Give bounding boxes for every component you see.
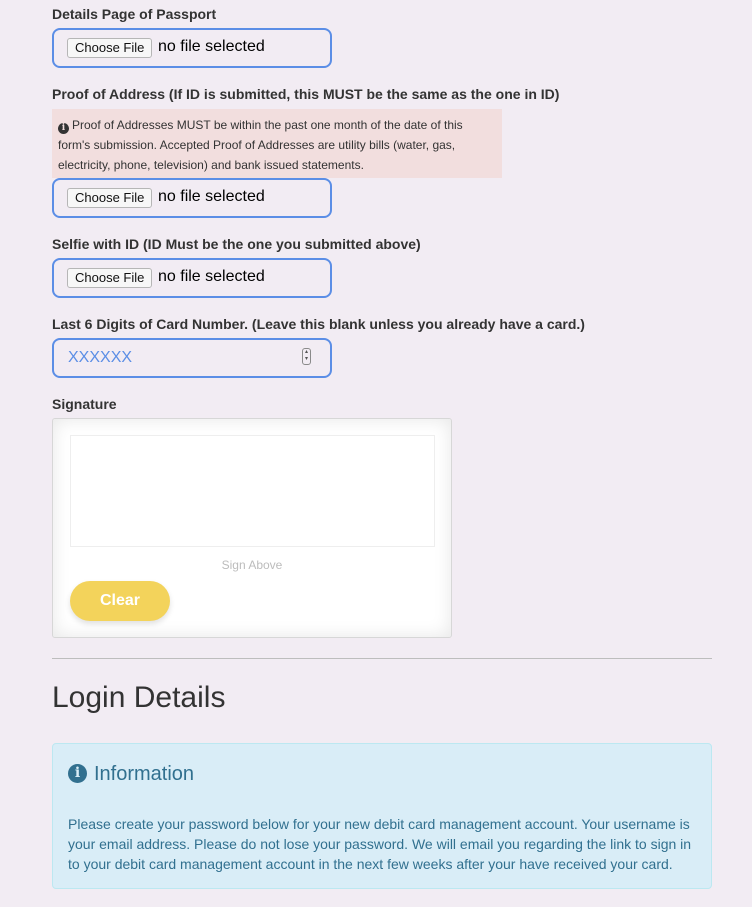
card-digits-label: Last 6 Digits of Card Number. (Leave this blank unless you already have a card.) [52, 316, 585, 332]
proof-of-address-notice [52, 109, 502, 178]
passport-label: Details Page of Passport [52, 6, 217, 22]
proof-of-address-file-input[interactable] [52, 178, 332, 218]
card-digits-input[interactable] [68, 346, 288, 370]
information-title: Information [94, 763, 195, 785]
information-text: Please create your password below for your new debit card management account. Your username is your email address. Please do not lose your password. We will email you regarding the link to sign in to your debit card management account in the next few weeks after your have received your card. [68, 816, 692, 872]
selfie-choose-file-button[interactable]: Choose File [67, 268, 152, 288]
proof-of-address-file-status: no file selected [158, 188, 265, 205]
selfie-file-status: no file selected [158, 268, 265, 285]
passport-file-status: no file selected [158, 38, 265, 55]
proof-of-address-choose-file-button[interactable]: Choose File [67, 188, 152, 208]
proof-of-address-label: Proof of Address (If ID is submitted, this MUST be the same as the one in ID) [52, 86, 560, 102]
selfie-label: Selfie with ID (ID Must be the one you submitted above) [52, 236, 421, 252]
login-details-title: Login Details [52, 681, 226, 714]
number-spinner-icon[interactable]: ▴ ▾ [302, 348, 311, 365]
signature-pad[interactable] [70, 435, 435, 547]
signature-label: Signature [52, 396, 117, 412]
passport-choose-file-button[interactable]: Choose File [67, 38, 152, 58]
info-circle-icon: i [68, 764, 87, 783]
proof-of-address-notice-text: Proof of Addresses MUST be within the past one month of the date of this form's submission. Accepted Proof of Addresses are utility bills (water, gas, electricity, phone, television) and bank issued statements. [58, 118, 463, 172]
passport-file-input[interactable] [52, 28, 332, 68]
selfie-file-input[interactable] [52, 258, 332, 298]
section-divider [52, 658, 712, 659]
clear-signature-button[interactable]: Clear [70, 581, 170, 621]
info-circle-icon: i [58, 123, 69, 134]
information-panel [52, 743, 712, 889]
signature-panel [52, 418, 452, 638]
signature-hint: Sign Above [221, 558, 283, 572]
card-digits-field[interactable] [52, 338, 332, 378]
